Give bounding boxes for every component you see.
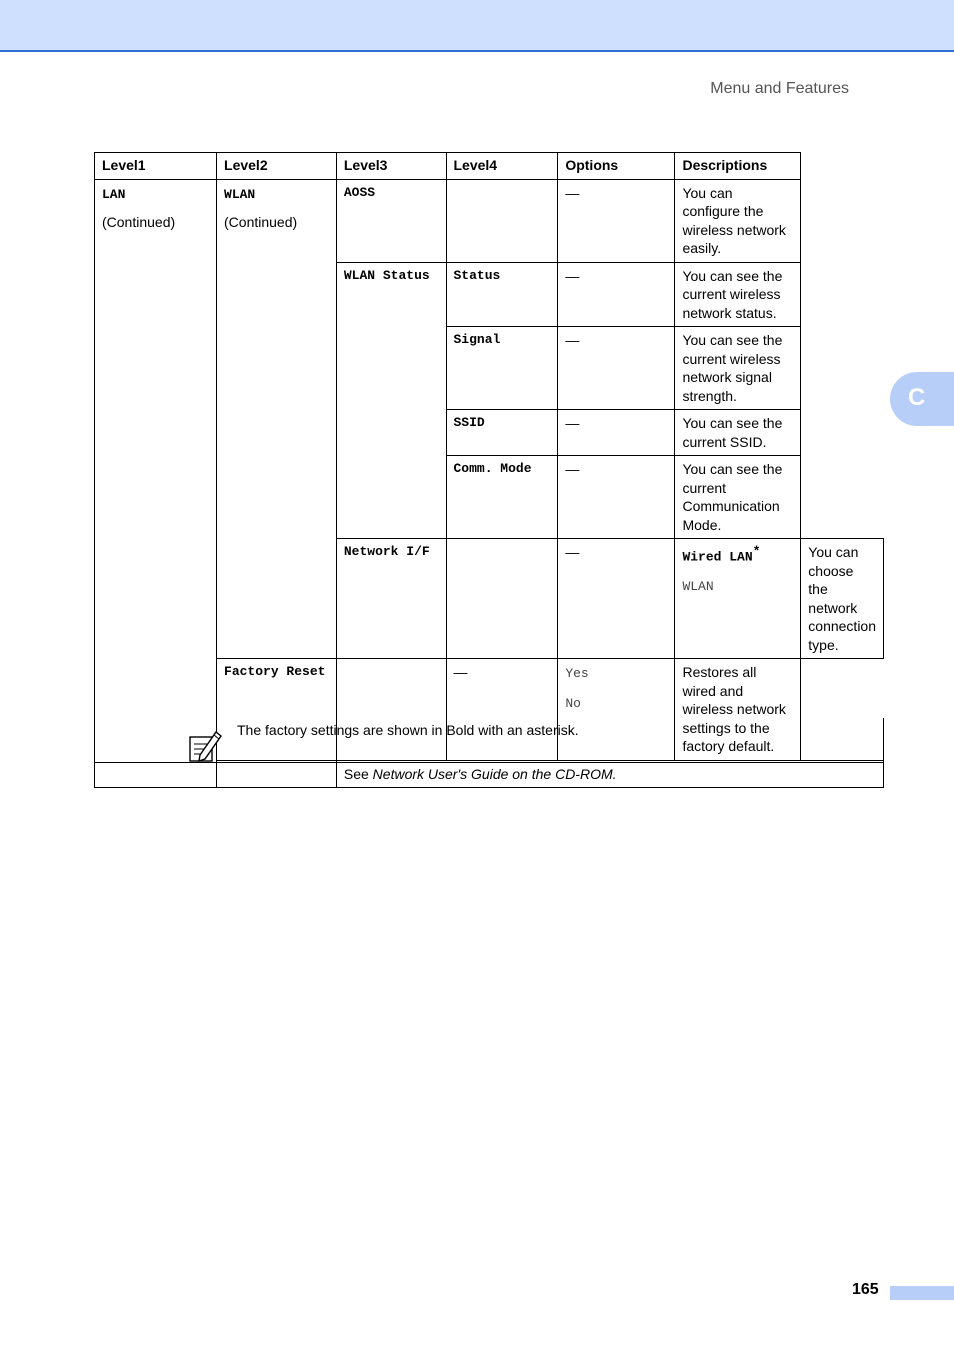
- level4-factory-reset: —: [446, 659, 558, 761]
- option-no: No: [565, 695, 581, 711]
- option-wlan: WLAN: [682, 579, 714, 595]
- desc-network-if: You can choose the network connection type.: [801, 539, 884, 659]
- option-ssid: —: [558, 410, 675, 456]
- default-asterisk: *: [752, 544, 761, 559]
- menu-table: [94, 152, 884, 788]
- desc-ssid: You can see the current SSID.: [675, 410, 801, 456]
- level3-network-if-empty: [446, 539, 558, 659]
- note-text: The factory settings are shown in Bold with an asterisk.: [237, 722, 579, 738]
- note-row: [94, 718, 884, 763]
- desc-aoss: You can configure the wireless network easily.: [675, 179, 801, 262]
- col-header-level1: Level1: [95, 153, 217, 180]
- footnote-see: See: [343, 765, 373, 782]
- level4-ssid: SSID: [446, 410, 558, 456]
- desc-signal: You can see the current wireless network signal strength.: [675, 327, 801, 410]
- level4-comm-mode: Comm. Mode: [446, 456, 558, 539]
- level4-signal: Signal: [446, 327, 558, 410]
- option-aoss: —: [558, 179, 675, 262]
- level1-continued: (Continued): [102, 214, 176, 230]
- desc-status: You can see the current wireless network status.: [675, 262, 801, 327]
- table-row: [95, 179, 884, 262]
- note-pencil-icon: [187, 728, 223, 764]
- footnote-cell: [336, 760, 883, 788]
- note-icon-wrap: [187, 724, 223, 764]
- footnote-spacer: [217, 760, 337, 788]
- level1-cell: [95, 179, 217, 788]
- col-header-level2: Level2: [217, 153, 337, 180]
- level3-wlan-status: WLAN Status: [336, 262, 446, 539]
- table-header-row: [95, 153, 884, 180]
- col-header-level4: Level4: [446, 153, 558, 180]
- level2-wlan-cell: [217, 179, 337, 659]
- col-header-descriptions: Descriptions: [675, 153, 801, 180]
- level2-wlan-continued: (Continued): [224, 214, 298, 230]
- running-header: Menu and Features: [710, 80, 849, 97]
- options-network-if: [675, 539, 801, 659]
- level4-status: Status: [446, 262, 558, 327]
- level2-wlan-name: WLAN: [224, 186, 256, 202]
- option-status: —: [558, 262, 675, 327]
- header-band: [0, 0, 954, 52]
- page-number: 165: [852, 1281, 879, 1298]
- level4-aoss-empty: [446, 179, 558, 262]
- option-signal: —: [558, 327, 675, 410]
- level3-aoss: AOSS: [336, 179, 446, 262]
- col-header-options: Options: [558, 153, 675, 180]
- footnote-guide: Network User's Guide on the CD-ROM.: [372, 765, 617, 782]
- desc-factory-reset: Restores all wired and wireless network settings to the factory default.: [675, 659, 801, 761]
- chapter-tab: [890, 372, 954, 426]
- level2-network-if: Network I/F: [336, 539, 446, 659]
- option-comm-mode: —: [558, 456, 675, 539]
- desc-comm-mode: You can see the current Communication Mode.: [675, 456, 801, 539]
- level1-name: LAN: [102, 186, 126, 202]
- option-wired-lan: Wired LAN: [682, 549, 753, 565]
- level2-factory-reset: Factory Reset: [217, 659, 337, 761]
- option-yes: Yes: [565, 666, 589, 681]
- col-header-level3: Level3: [336, 153, 446, 180]
- level4-network-if: —: [558, 539, 675, 659]
- chapter-tab-letter: C: [908, 384, 926, 411]
- footer-bar: [890, 1286, 954, 1300]
